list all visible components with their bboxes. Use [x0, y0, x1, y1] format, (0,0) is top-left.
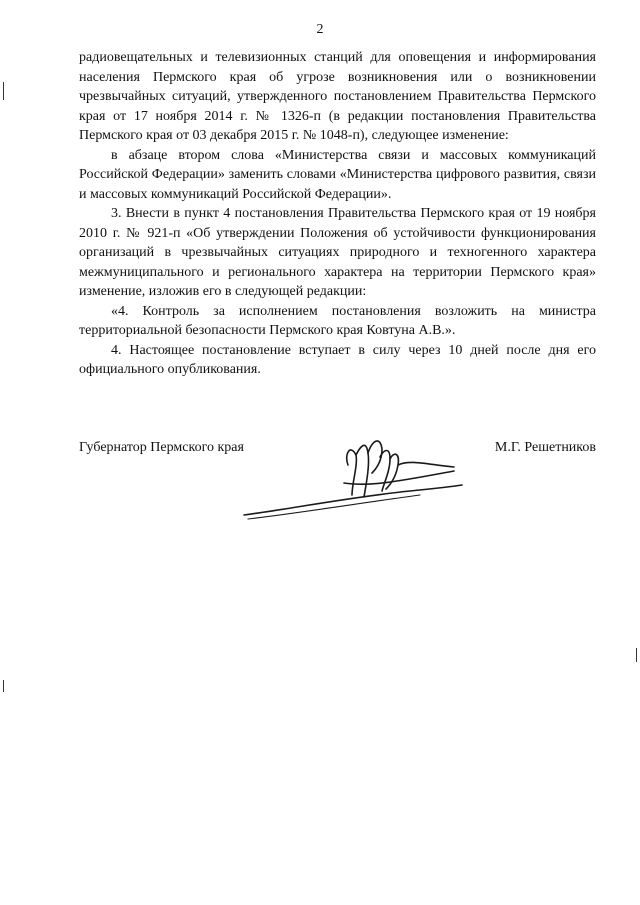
document-body — [79, 48, 596, 380]
paragraph-item-3: 3. Внести в пункт 4 постановления Правительства Пермского края от 19 ноября 2010 г. № 921-п «Об утверждении Положения об устойчивости функционирования организаций в чрезвычайных ситуациях природного и техногенного характера межмуниципального и регионального характера на территории Пермского края» изменение, изложив его в следующей редакции: — [79, 206, 596, 299]
page-number: 2 — [316, 22, 324, 37]
left-edge-scan-mark — [3, 82, 4, 100]
paragraph-amendment-wording: в абзаце втором слова «Министерства связи и массовых коммуникаций Российской Федерации» заменить словами «Министерства цифрового развития, связи и массовых коммуникаций Российской Федерации». — [79, 147, 596, 202]
signatory-position: Губернатор Пермского края — [79, 440, 244, 455]
paragraph-item-4-effective: 4. Настоящее постановление вступает в силу через 10 дней после дня его официального опубликования. — [79, 342, 596, 377]
signatory-name: М.Г. Решетников — [494, 440, 596, 455]
left-edge-scan-mark — [3, 680, 4, 692]
right-edge-scan-mark — [636, 648, 637, 662]
paragraph-continued-list: радиовещательных и телевизионных станций для оповещения и информирования населения Пермского края об угрозе возникновения или о возникновении чрезвычайных ситуаций, утвержденного постановлением Правительства Пермского края от 17 ноября 2014 г. № 1326-п (в редакции постановления Правительства Пермского края от 03 декабря 2015 г. № 1048-п), следующее изменение: — [79, 50, 596, 143]
handwritten-signature — [240, 425, 490, 525]
paragraph-item-4-quote: «4. Контроль за исполнением постановления возложить на министра территориальной безопасности Пермского края Ковтуна А.В.». — [79, 303, 596, 338]
